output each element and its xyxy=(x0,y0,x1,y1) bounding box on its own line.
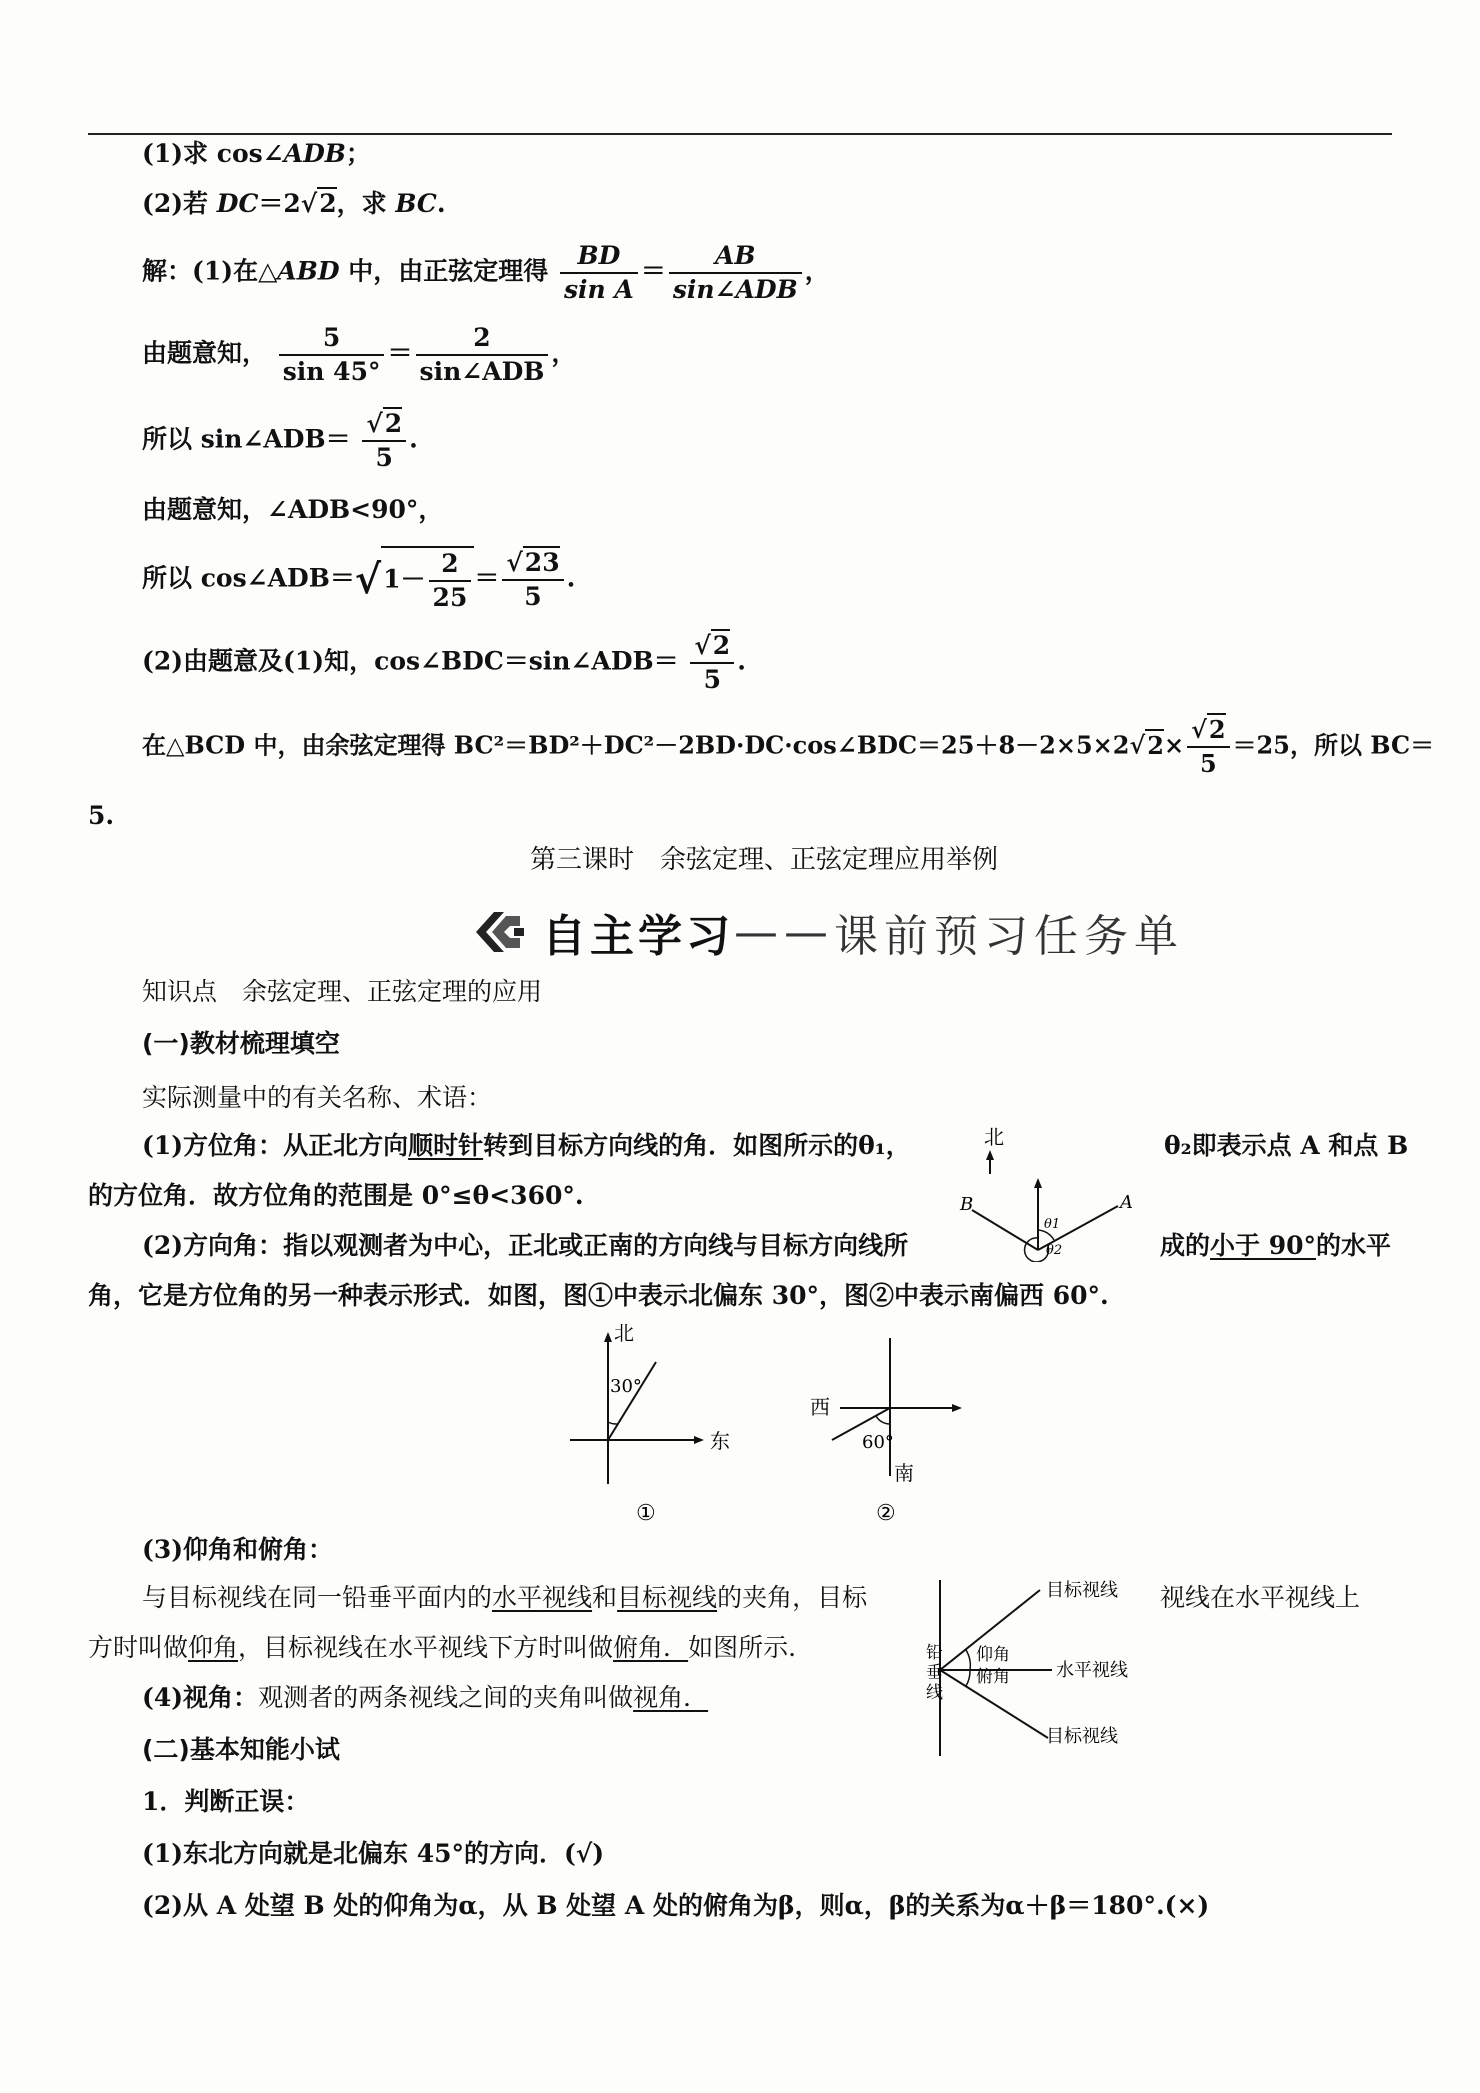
dir2-south-label: 南 xyxy=(894,1461,914,1485)
solution-line-7: 在△BCD 中，由余弦定理得 BC²＝BD²＋DC²－2BD·DC·cos∠BDC＝25＋8－2×5×2√2× $\frac{√2}{5}$ ＝25，所以 BC＝ xyxy=(142,715,1435,778)
solution-line-8: 5. xyxy=(88,801,115,830)
fraction: $\frac{√2}{5}$ xyxy=(1187,714,1229,780)
solution-line-6: (2)由题意及(1)知，cos∠BDC＝sin∠ADB＝ $\frac{√2}{5}$ . xyxy=(142,631,746,694)
elev-depression-label: 俯角 xyxy=(976,1667,1010,1687)
para-2-line-1-right: 成的小于 90°的水平 xyxy=(1160,1231,1392,1260)
question-1: (1)求 cos∠ADB； xyxy=(142,139,371,168)
fraction: $\frac{5}{\sin 45^\circ}$ xyxy=(279,322,385,388)
solution-line-3: 所以 sin∠ADB＝ $\frac{√2}{5}$ . xyxy=(142,409,418,472)
para-4: (4)视角：观测者的两条视线之间的夹角叫做视角． xyxy=(142,1683,709,1712)
section-1-heading: (一)教材梳理填空 xyxy=(142,1029,340,1058)
elev-horizontal-label: 水平视线 xyxy=(1056,1660,1128,1681)
dir1-north-label: 北 xyxy=(614,1324,634,1345)
para-1-line-2: 的方位角．故方位角的范围是 0°≤θ<360°. xyxy=(88,1181,584,1210)
dir2-angle-label: 60° xyxy=(862,1432,894,1453)
lesson-title: 第三课时 余弦定理、正弦定理应用举例 xyxy=(530,845,999,875)
dir2-caption: ② xyxy=(876,1501,896,1524)
fraction: $\frac{√2}{5}$ xyxy=(690,630,734,696)
para-1-line-1: (1)方位角：从正北方向顺时针转到目标方向线的角．如图所示的θ₁， xyxy=(142,1131,911,1160)
azimuth-point-a: A xyxy=(1120,1192,1133,1213)
banner-title: 自主学习 xyxy=(542,911,734,962)
para-3-line-2: 方时叫做仰角，目标视线在水平视线下方时叫做俯角．如图所示. xyxy=(88,1633,797,1662)
section-banner xyxy=(470,902,1184,962)
dir2-west-label: 西 xyxy=(810,1395,830,1419)
banner-dash: —— xyxy=(734,906,834,958)
knowledge-title: 知识点 余弦定理、正弦定理的应用 xyxy=(142,977,543,1006)
exercise-intro: 1．判断正误： xyxy=(142,1787,310,1816)
elev-target-down-label: 目标视线 xyxy=(1046,1726,1118,1747)
para-3-line-1: 与目标视线在同一铅垂平面内的水平视线和目标视线的夹角，目标 xyxy=(142,1583,868,1612)
dir1-east-label: 东 xyxy=(710,1429,730,1453)
vertical-line-char-1: 铅 xyxy=(926,1643,943,1663)
banner-logo-icon xyxy=(470,906,528,958)
fraction: $\frac{2}{\text{sin∠ADB}}$ xyxy=(416,322,549,388)
elevation-diagram xyxy=(910,1570,1160,1760)
exercise-q2: (2)从 A 处望 B 处的仰角为α，从 B 处望 A 处的俯角为β，则α，β的关系为α＋β＝180°.(×) xyxy=(142,1891,1210,1920)
azimuth-theta2: θ2 xyxy=(1046,1243,1063,1258)
exercise-q1: (1)东北方向就是北偏东 45°的方向．(√) xyxy=(142,1839,605,1868)
intro-text: 实际测量中的有关名称、术语： xyxy=(142,1083,493,1112)
solution-line-5: 所以 cos∠ADB＝√1－ $\frac{2}{25}$ ＝ $\frac{√23}{5}$ . xyxy=(142,548,576,612)
direction-figure-2 xyxy=(800,1324,980,1524)
solution-line-4: 由题意知，∠ADB<90°， xyxy=(142,495,444,524)
fraction: $\frac{√2}{5}$ xyxy=(362,408,406,474)
vertical-line-char-3: 线 xyxy=(926,1683,943,1703)
azimuth-north-label: 北 xyxy=(984,1125,1004,1149)
section-2-heading: (二)基本知能小试 xyxy=(142,1735,340,1764)
azimuth-diagram xyxy=(950,1122,1140,1262)
vertical-line-char-2: 垂 xyxy=(926,1663,943,1683)
para-2-line-1: (2)方向角：指以观测者为中心，正北或正南的方向线与目标方向线所 xyxy=(142,1231,909,1260)
direction-figure-1 xyxy=(560,1324,740,1524)
para-2-line-2: 角，它是方位角的另一种表示形式．如图，图①中表示北偏东 30°，图②中表示南偏西 60°. xyxy=(88,1281,1109,1310)
banner-subtitle: 课前预习任务单 xyxy=(834,911,1184,962)
elev-target-up-label: 目标视线 xyxy=(1046,1580,1118,1601)
fraction: $\frac{BD}{\text{sin A}}$ xyxy=(560,240,638,306)
fraction: $\frac{2}{25}$ xyxy=(429,548,472,614)
fraction: $\frac{AB}{\text{sin∠ADB}}$ xyxy=(669,240,802,306)
dir1-angle-label: 30° xyxy=(610,1376,642,1397)
fraction: $\frac{√23}{5}$ xyxy=(502,547,563,613)
dir1-caption: ① xyxy=(636,1501,656,1524)
azimuth-point-b: B xyxy=(960,1194,974,1215)
solution-line-2: 由题意知， $\frac{5}{\sin 45^\circ}$ ＝ $\frac{2}{\text{sin∠ADB}}$ ， xyxy=(142,323,577,386)
para-3-heading: (3)仰角和俯角： xyxy=(142,1535,334,1564)
solution-line-1: 解：(1)在△ABD 中，由正弦定理得 $\frac{BD}{\text{sin A}}$ ＝ $\frac{AB}{\text{sin∠ADB}}$ ， xyxy=(142,241,830,304)
para-3-line-1-right: 视线在水平视线上 xyxy=(1160,1583,1361,1612)
question-2: (2)若 DC＝2√2，求 BC. xyxy=(142,189,446,218)
elev-elevation-label: 仰角 xyxy=(976,1645,1010,1665)
top-rule xyxy=(88,133,1392,135)
para-1-line-1-right: θ₂即表示点 A 和点 B xyxy=(1164,1131,1409,1160)
azimuth-theta1: θ1 xyxy=(1044,1217,1061,1232)
